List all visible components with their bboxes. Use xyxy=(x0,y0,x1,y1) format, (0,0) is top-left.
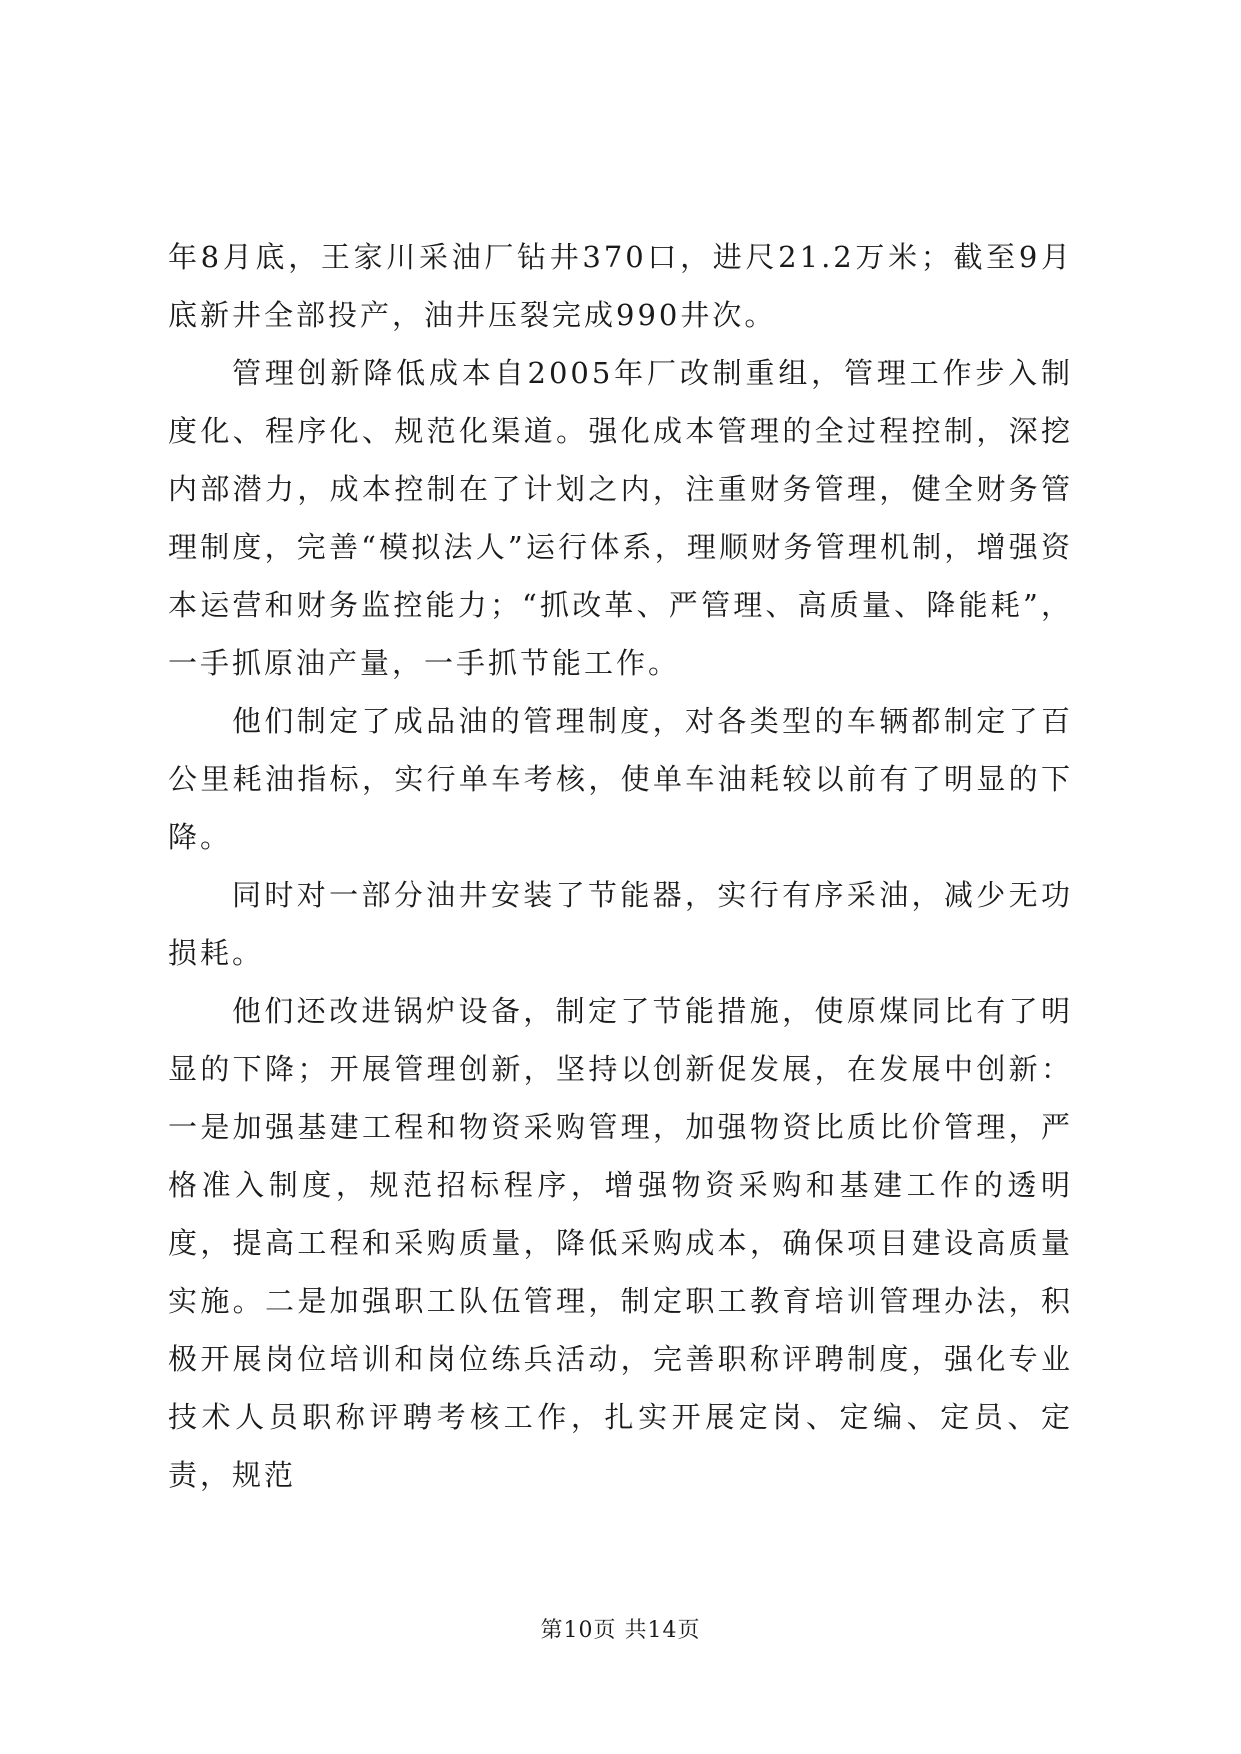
paragraph-4: 同时对一部分油井安装了节能器，实行有序采油，减少无功损耗。 xyxy=(168,878,1073,970)
paragraph-3: 他们制定了成品油的管理制度，对各类型的车辆都制定了百公里耗油指标，实行单车考核，使单车油耗较以前有了明显的下降。 xyxy=(168,704,1073,854)
page-footer xyxy=(0,1616,1241,1646)
document-body xyxy=(168,228,1073,1504)
paragraph-1: 年8月底，王家川采油厂钻井370口，进尺21.2万米；截至9月底新井全部投产，油井压裂完成990井次。 xyxy=(168,240,1073,332)
page-number-label: 第10页 共14页 xyxy=(540,1618,701,1643)
paragraph-2: 管理创新降低成本自2005年厂改制重组，管理工作步入制度化、程序化、规范化渠道。强化成本管理的全过程控制，深挖内部潜力，成本控制在了计划之内，注重财务管理，健全财务管理制度，完善“模拟法人”运行体系，理顺财务管理机制，增强资本运营和财务监控能力；“抓改革、严管理、高质量、降能耗”，一手抓原油产量，一手抓节能工作。 xyxy=(168,356,1073,680)
paragraph-5: 他们还改进锅炉设备，制定了节能措施，使原煤同比有了明显的下降；开展管理创新，坚持以创新促发展，在发展中创新：一是加强基建工程和物资采购管理，加强物资比质比价管理，严格准入制度，规范招标程序，增强物资采购和基建工作的透明度，提高工程和采购质量，降低采购成本，确保项目建设高质量实施。二是加强职工队伍管理，制定职工教育培训管理办法，积极开展岗位培训和岗位练兵活动，完善职称评聘制度，强化专业技术人员职称评聘考核工作，扎实开展定岗、定编、定员、定责，规范 xyxy=(168,994,1073,1492)
